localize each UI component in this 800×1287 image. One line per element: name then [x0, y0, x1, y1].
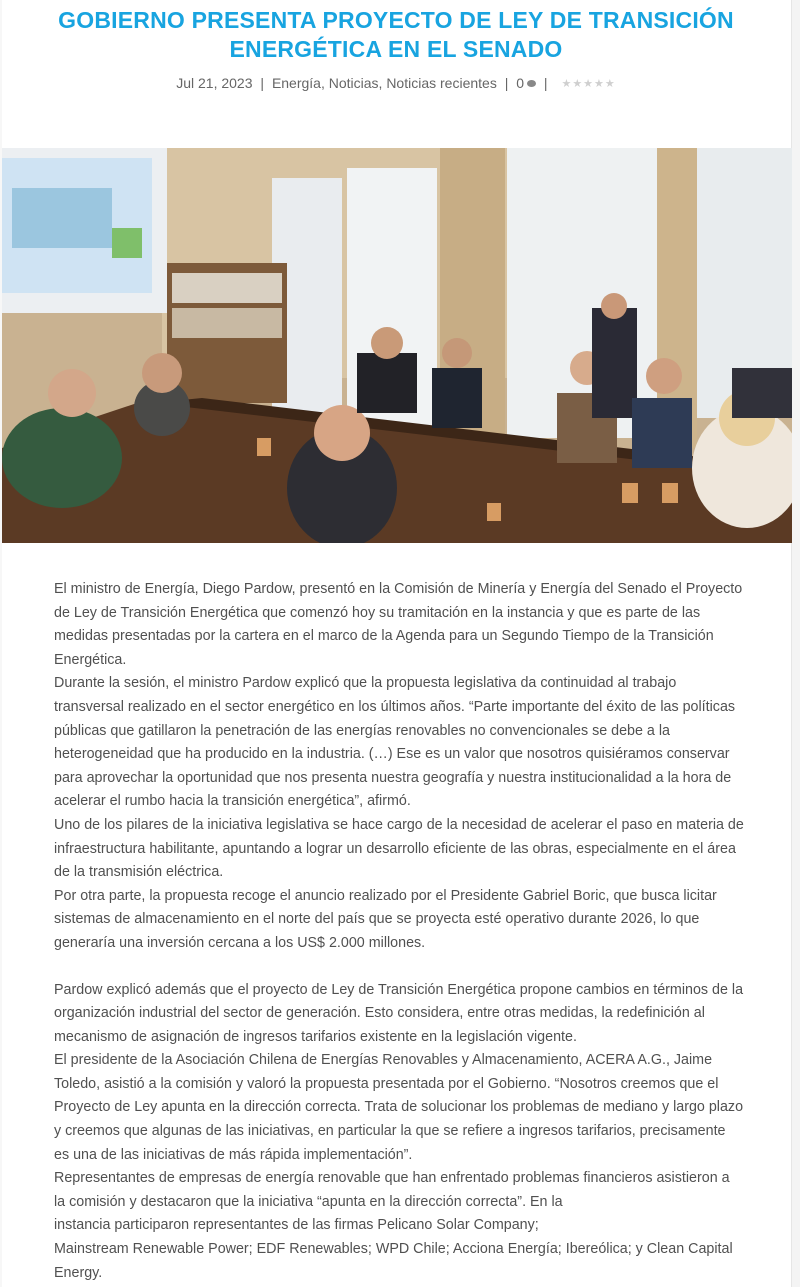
comments-count: 0	[516, 75, 525, 91]
meta-separator: |	[543, 75, 548, 91]
body-paragraph: El presidente de la Asociación Chilena de Energías Renovables y Almacenamiento, ACERA A.G., Jaime Toledo, asistió a la comisión y valoró la propuesta presentada por el Gobierno. “Nosotros creemos que el Proyecto de Ley apunta en la dirección correcta. Trata de solucionar los problemas de mediano y largo plazo y creemos que algunas de las iniciativas, en particular la que se refiere a ingresos tarifarios, precisamente es una de las iniciativas de más rápida implementación”.	[54, 1052, 744, 1163]
meta-separator: |	[504, 75, 509, 91]
body-paragraph: Representantes de empresas de energía renovable que han enfrentado problemas financieros asistieron a la comisión y destacaron que la iniciativa “apunta en la dirección correcta”. En la	[54, 1170, 730, 1210]
meta-separator: |	[260, 75, 265, 91]
body-paragraph: Uno de los pilares de la iniciativa legislativa se hace cargo de la necesidad de acelerar el paso en materia de infraestructura habilitante, apuntando a lograr un desarrollo eficiente de las obras, especialmente en el área de la transmisión eléctrica.	[54, 816, 744, 881]
comment-bubble-icon	[527, 80, 536, 87]
article-body	[54, 578, 744, 1285]
post-meta	[0, 72, 792, 95]
body-paragraph: Pardow explicó además que el proyecto de Ley de Transición Energética propone cambios en términos de la organización industrial del sector de generación. Esto considera, entre otras medidas, la redefinición al mecanismo de asignación de ingresos tarifarios existente en la legislación vigente.	[54, 981, 744, 1045]
post-date: Jul 21, 2023	[176, 75, 253, 91]
body-paragraph: El ministro de Energía, Diego Pardow, presentó en la Comisión de Minería y Energía del Senado el Proyecto de Ley de Transición Energética que comenzó hoy su tramitación en la instancia y que es parte de las medidas presentadas por la cartera en el marco de la Agenda para un Segundo Tiempo de la Transición Energética.	[54, 581, 743, 668]
comments-count-link[interactable]	[516, 75, 536, 91]
article-title: GOBIERNO PRESENTA PROYECTO DE LEY DE TRANSICIÓN ENERGÉTICA EN EL SENADO	[58, 7, 734, 62]
post-categories-link[interactable]: Energía, Noticias, Noticias recientes	[271, 75, 497, 91]
meeting-photo-illustration	[2, 148, 792, 543]
body-paragraph: instancia participaron representantes de las firmas Pelicano Solar Company;	[54, 1217, 539, 1234]
page-right-scroll-edge	[791, 0, 800, 1287]
paragraph-spacer	[54, 956, 744, 979]
rating-stars[interactable]: ★★★★★	[561, 78, 616, 90]
body-paragraph: Durante la sesión, el ministro Pardow explicó que la propuesta legislativa da continuidad al trabajo transversal realizado en el sector energético en los últimos años. “Parte importante del éxito de las políticas públicas que gatillaron la penetración de las energías renovables no convencionales se debe a la heterogeneidad que ha producido en la industria. (…) Ese es un valor que nosotros quisiéramos conservar para aprovechar la oportunidad que nos presenta nuestra geografía y nuestra institucionalidad a la hora de acelerar el rumbo hacia la transición energética”, afirmó.	[54, 675, 736, 810]
featured-image	[2, 148, 792, 543]
body-paragraph: Por otra parte, la propuesta recoge el anuncio realizado por el Presidente Gabriel Boric, que busca licitar sistemas de almacenamiento en el norte del país que se proyecta esté operativo durante 2026, lo que generaría una inversión cercana a los US$ 2.000 millones.	[54, 887, 717, 951]
body-paragraph: Mainstream Renewable Power; EDF Renewables; WPD Chile; Acciona Energía; Ibereólica; y Clean Capital Energy.	[54, 1241, 733, 1281]
